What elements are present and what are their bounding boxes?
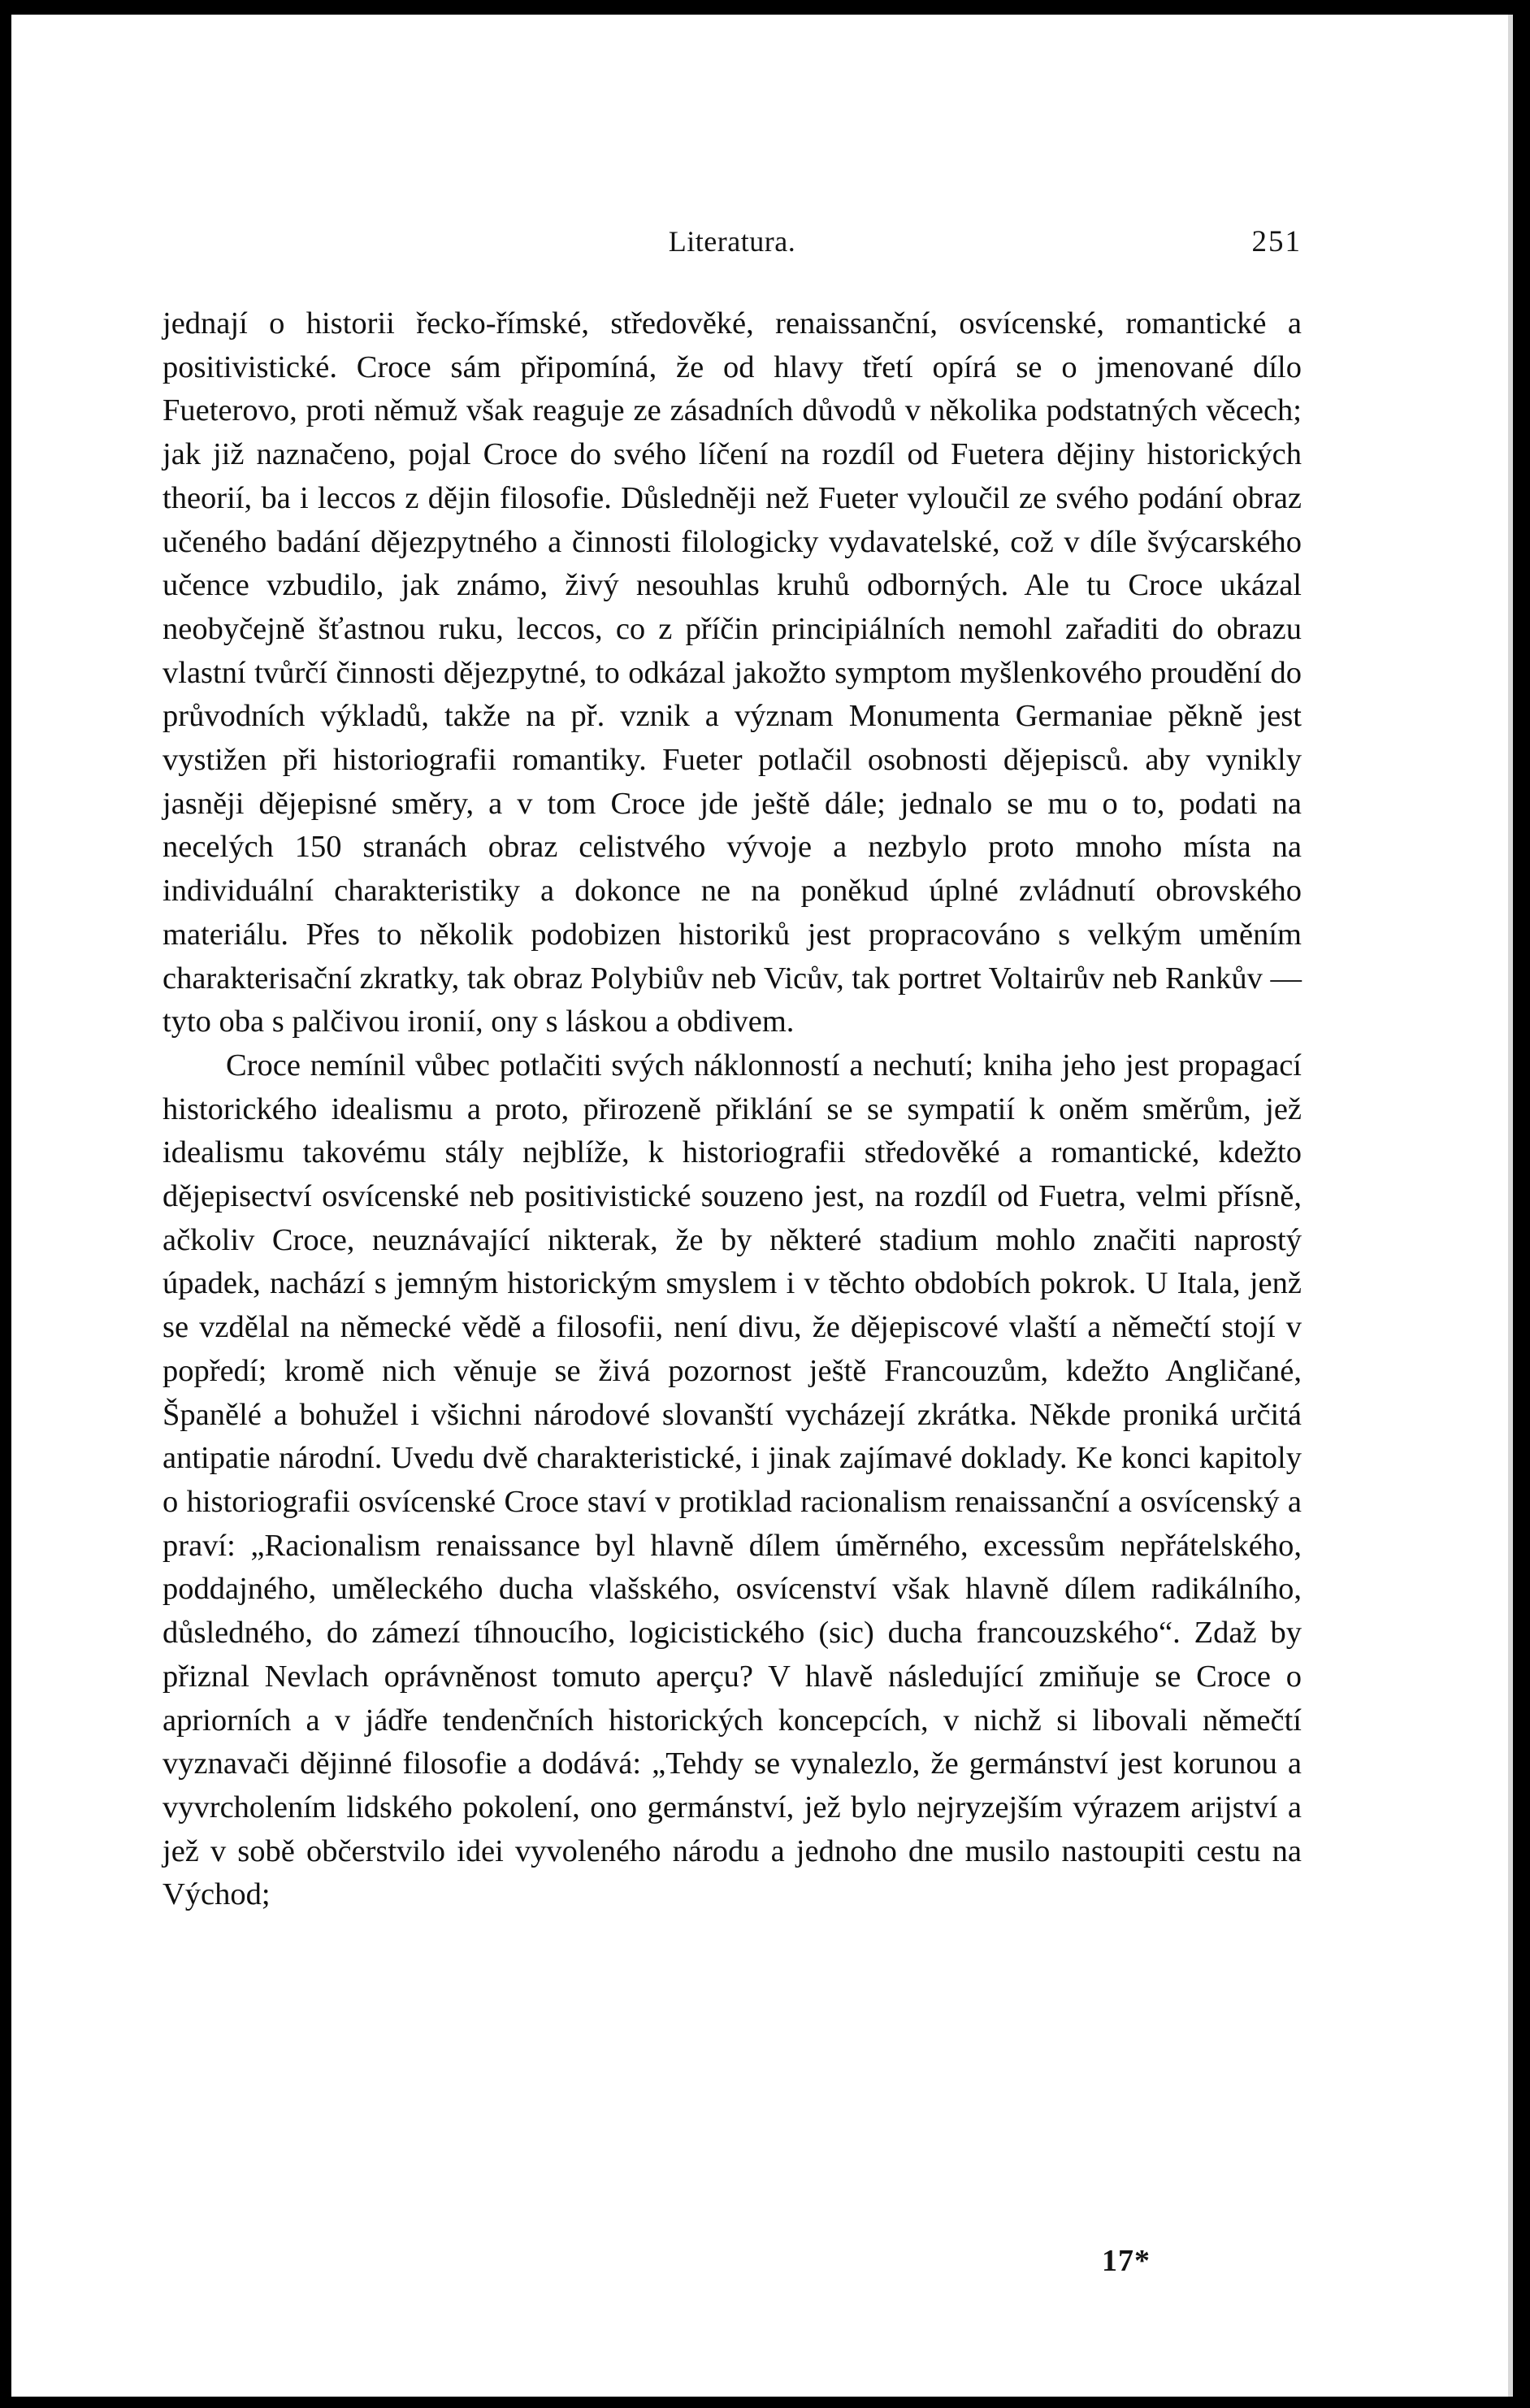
body-text (163, 302, 1302, 1917)
page-number: 251 (1251, 225, 1302, 258)
signature-mark: 17* (1102, 2244, 1151, 2278)
paragraph-1: jednají o historii řecko-římské, středověké, renaissanční, osvícenské, romantické a positivistické. Croce sám připomíná, že od hlavy třetí opírá se o jmenované dílo Fueterovo, proti němuž však reaguje ze zásadních důvodů v několika podstatných věcech; jak již naznačeno, pojal Croce do svého líčení na rozdíl od Fuetera dějiny historických theorií, ba i leccos z dějin filosofie. Důsledněji než Fueter vyloučil ze svého podání obraz učeného badání dějezpytného a činnosti filologicky vydavatelské, což v díle švýcarského učence vzbudilo, jak známo, živý nesouhlas kruhů odborných. Ale tu Croce ukázal neobyčejně šťastnou ruku, leccos, co z příčin principiálních nemohl zařaditi do obrazu vlastní tvůrčí činnosti dějezpytné, to odkázal jakožto symptom myšlenkového proudění do průvodních výkladů, takže na př. vznik a význam Monumenta Germaniae pěkně jest vystižen při historiografii romantiky. Fueter potlačil osobnosti dějepisců. aby vynikly jasněji dějepisné směry, a v tom Croce jde ještě dále; jednalo se mu o to, podati na necelých 150 stranách obraz celistvého vývoje a nezbylo proto mnoho místa na individuální charakteristiky a dokonce ne na poněkud úplné zvládnutí obrovského materiálu. Přes to několik podobizen historiků jest propracováno s velkým uměním charakterisační zkratky, tak obraz Polybiův neb Vicův, tak portret Voltairův neb Rankův — tyto oba s palčivou ironií, ony s láskou a obdivem. (163, 306, 1302, 1039)
running-title: Literatura. (668, 225, 796, 258)
page-header (163, 224, 1302, 265)
paragraph-2: Croce nemínil vůbec potlačiti svých náklonností a nechutí; kniha jeho jest propagací historického idealismu a proto, přirozeně přiklání se se sympatií k oněm směrům, jež idealismu takovému stály nejblíže, k historiografii středověké a romantické, kdežto dějepisectví osvícenské neb positivistické souzeno jest, na rozdíl od Fuetra, velmi přísně, ačkoliv Croce, neuznávající nikterak, že by některé stadium mohlo značiti naprostý úpadek, nachází s jemným historickým smyslem i v těchto obdobích pokrok. U Itala, jenž se vzdělal na německé vědě a filosofii, není divu, že dějepiscové vlaští a němečtí stojí v popředí; kromě nich věnuje se živá pozornost ještě Francouzům, kdežto Angličané, Španělé a bohužel i všichni národové slovanští vycházejí zkrátka. Někde proniká určitá antipatie národní. Uvedu dvě charakteristické, i jinak zajímavé doklady. Ke konci kapitoly o historiografii osvícenské Croce staví v protiklad racionalism renaissanční a osvícenský a praví: „Racionalism renaissance byl hlavně dílem úměrného, excessům nepřátelského, poddajného, uměleckého ducha vlašského, osvícenství však hlavně dílem radikálního, důsledného, do zámezí tíhnoucího, logicistického (sic) ducha francouzského“. Zdaž by přiznal Nevlach oprávněnost tomuto aperçu? V hlavě následující zmiňuje se Croce o apriorních a v jádře tendenčních historických koncepcích, v nichž si libovali němečtí vyznavači dějinné filosofie a dodává: „Tehdy se vynalezlo, že germánství jest korunou a vyvrcholením lidského pokolení, ono germánství, jež bylo nejryzejším výrazem arijství a jež v sobě občerstvilo idei vyvoleného národu a jednoho dne musilo nastoupiti cestu na Východ; (163, 1048, 1302, 1912)
